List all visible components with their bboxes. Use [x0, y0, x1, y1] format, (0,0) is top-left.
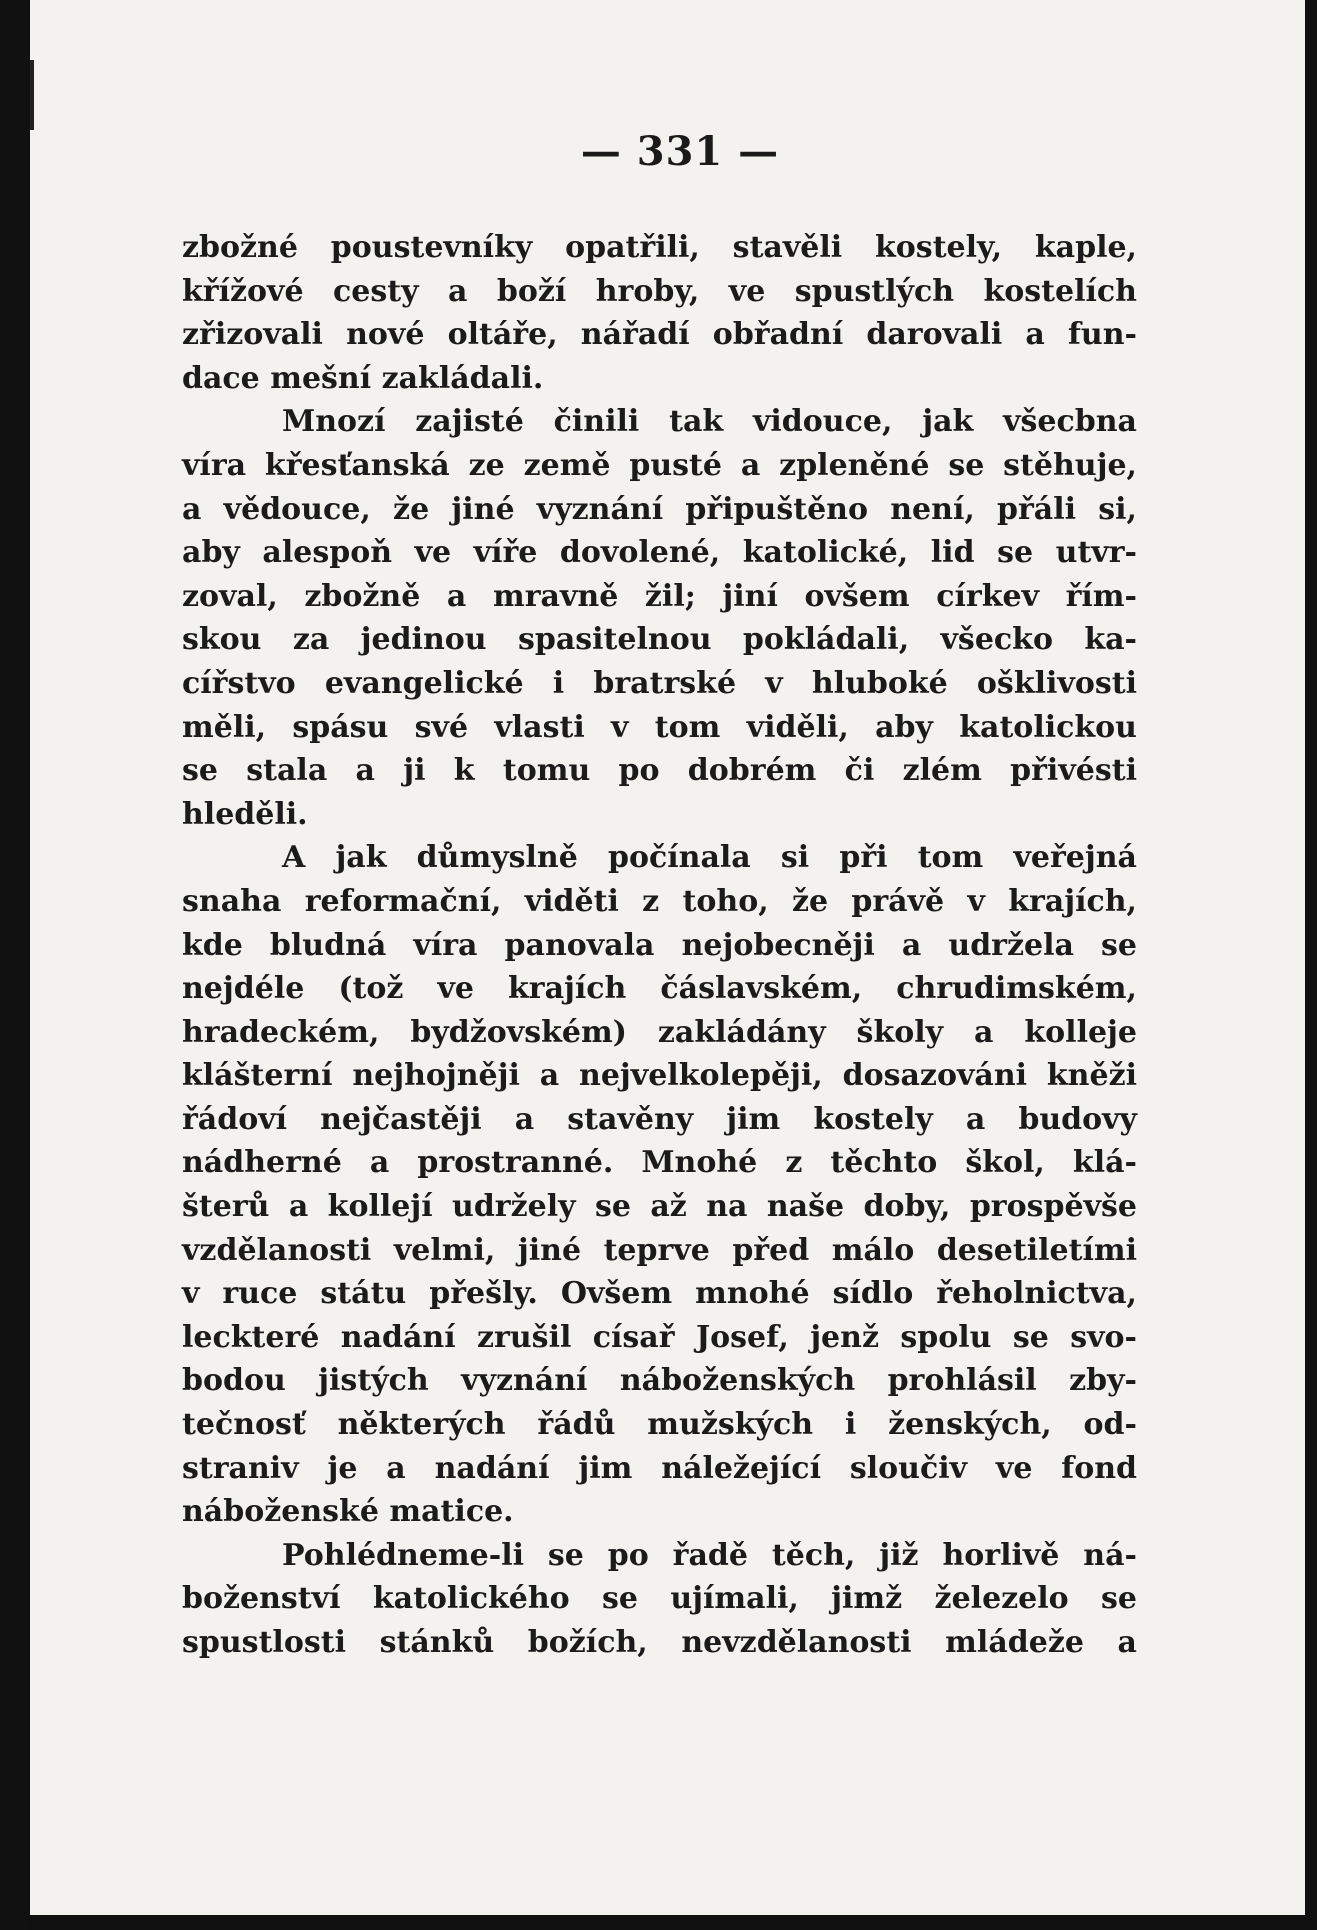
text-line: skou za jedinou spasitelnou pokládali, všecko ka- [182, 622, 1137, 658]
text-line: nejdéle (tož ve krajích čáslavském, chrudimském, [182, 971, 1137, 1007]
text-line: zoval, zbožně a mravně žil; jiní ovšem církev řím- [182, 578, 1137, 614]
text-line: nádherné a prostranné. Mnohé z těchto škol, klá- [182, 1145, 1137, 1181]
text-line: kde bludná víra panovala nejobecněji a udržela se [182, 927, 1137, 963]
body-text [182, 226, 1137, 1665]
text-line: klášterní nejhojněji a nejvelkolepěji, dosazováni kněži [182, 1058, 1137, 1094]
text-line: v ruce státu přešly. Ovšem mnohé sídlo řeholnictva, [182, 1276, 1137, 1312]
text-line: šterů a kollejí udržely se až na naše doby, prospěvše [182, 1189, 1137, 1225]
text-line: víra křesťanská ze země pusté a zpleněné se stěhuje, [182, 447, 1137, 483]
text-line: hleděli. [182, 796, 308, 832]
text-line: A jak důmyslně počínala si při tom veřejná [282, 840, 1137, 876]
text-line: zbožné poustevníky opatřili, stavěli kostely, kaple, [182, 230, 1137, 265]
text-line: straniv je a nadání jim náležející sloučiv ve fond [182, 1450, 1137, 1486]
text-line: náboženské matice. [182, 1494, 514, 1530]
text-line: dace mešní zakládali. [182, 360, 544, 396]
text-line: boženství katolického se ujímali, jimž železelo se [182, 1581, 1137, 1617]
text-line: vzdělanosti velmi, jiné teprve před málo desetiletími [182, 1232, 1137, 1268]
text-line: leckteré nadání zrušil císař Josef, jenž spolu se svo- [182, 1319, 1137, 1355]
text-line: Mnozí zajisté činili tak vidouce, jak všecbna [282, 404, 1137, 440]
text-line: měli, spásu své vlasti v tom viděli, aby katolickou [182, 709, 1137, 745]
text-line: cířstvo evangelické i bratrské v hluboké ošklivosti [182, 665, 1137, 701]
scan-edge-mark [30, 60, 34, 130]
text-line: se stala a ji k tomu po dobrém či zlém přivésti [182, 753, 1137, 789]
text-line: zřizovali nové oltáře, nářadí obřadní darovali a fun- [182, 317, 1137, 353]
text-line: a vědouce, že jiné vyznání připuštěno není, přáli si, [182, 491, 1137, 527]
text-line: bodou jistých vyznání náboženských prohlásil zby- [182, 1363, 1137, 1399]
text-line: spustlosti stánků božích, nevzdělanosti mládeže a [182, 1625, 1137, 1660]
text-line: snaha reformační, viděti z toho, že právě v krajích, [182, 883, 1137, 919]
text-line: hradeckém, bydžovském) zakládány školy a kolleje [182, 1014, 1137, 1050]
text-line: křížové cesty a boží hroby, ve spustlých kostelích [182, 273, 1137, 309]
text-line: řádoví nejčastěji a stavěny jim kostely a budovy [182, 1101, 1137, 1137]
text-line: aby alespoň ve víře dovolené, katolické, lid se utvr- [182, 535, 1137, 571]
page-number-header: — 331 — [580, 128, 780, 175]
text-line: tečnosť některých řádů mužských i ženských, od- [182, 1407, 1137, 1443]
text-line: Pohlédneme-li se po řadě těch, již horlivě ná- [282, 1537, 1137, 1573]
scan-left-edge [0, 0, 30, 1930]
